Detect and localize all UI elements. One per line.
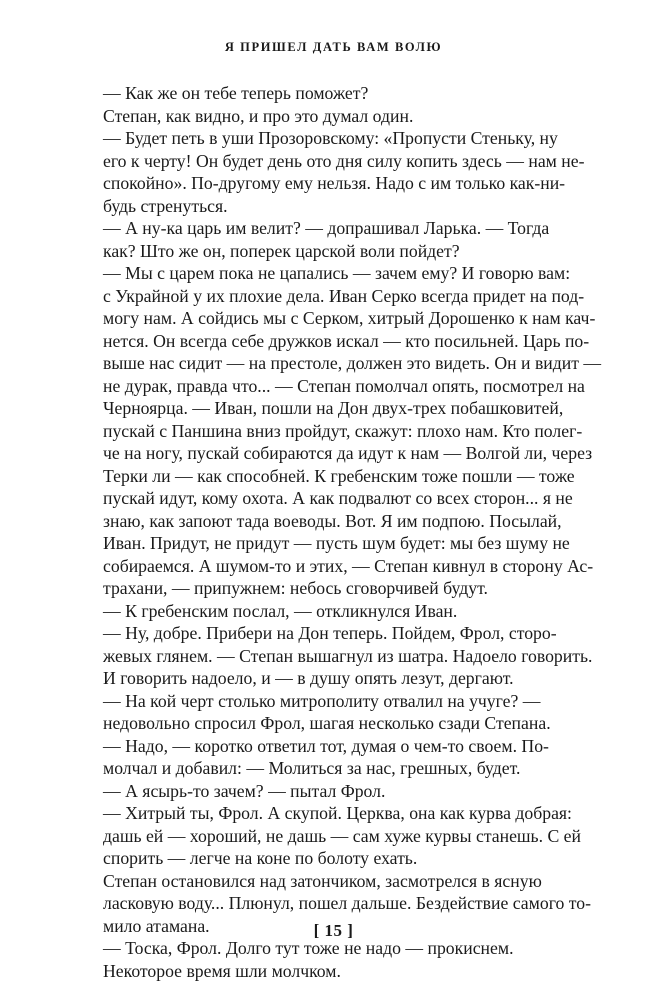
text-line: молчал и добавил: — Молиться за нас, грешных, будет. (103, 758, 521, 778)
text-line: ласковую воду... Плюнул, пошел дальше. Бездействие самого то- (103, 893, 592, 913)
text-line: жевых глянем. — Степан вышагнул из шатра. Надоело говорить. (103, 645, 593, 666)
text-line: могу нам. А сойдись мы с Серком, хитрый Дорошенко к нам кач- (103, 308, 596, 328)
text-line: его к черту! Он будет день ото дня силу копить здесь — нам не- (103, 150, 585, 171)
text-line: знаю, как запоют тада воеводы. Вот. Я им подпою. Посылай, (103, 510, 562, 531)
text-line: будь стренуться. (103, 195, 228, 216)
text-line: — Будет петь в уши Прозоровскому: «Пропусти Стеньку, ну (103, 128, 558, 148)
text-line: — Хитрый ты, Фрол. А скупой. Церква, она как курва добрая: (103, 803, 572, 823)
text-line: Некоторое время шли молчком. (103, 960, 341, 981)
text-line: — Ну, добре. Прибери на Дон теперь. Пойдем, Фрол, сторо- (103, 623, 557, 643)
text-line: с Украйной у их плохие дела. Иван Серко всегда придет на под- (103, 285, 585, 306)
text-line: дашь ей — хороший, не дашь — сам хуже курвы станешь. С ей (103, 825, 581, 846)
text-line: пускай с Паншина вниз пройдут, скажут: плохо нам. Кто полег- (103, 420, 583, 441)
text-line: мило атамана. (103, 915, 210, 936)
text-line: спокойно». По-другому ему нельзя. Надо с им только как-ни- (103, 173, 566, 193)
text-line: собираемся. А шумом-то и этих, — Степан кивнул в сторону Ас- (103, 555, 594, 576)
text-line: Черноярца. — Иван, пошли на Дон двух-трех побашковитей, (103, 398, 564, 418)
text-line: выше нас сидит — на престоле, должен это видеть. Он и видит — (103, 353, 602, 373)
text-line: спорить — легче на коне по болоту ехать. (103, 848, 418, 868)
text-line: — На кой черт столько митрополиту отвалил на учуге? — (103, 690, 541, 711)
body-text (103, 82, 602, 982)
text-line: че на ногу, пускай собираются да идут к нам — Волгой ли, через (103, 443, 593, 463)
text-line: Терки ли — как способней. К гребенским тоже пошли — тоже (103, 465, 575, 486)
text-line: — А ну-ка царь им велит? — допрашивал Ларька. — Тогда (103, 218, 550, 238)
text-line: нется. Он всегда себе дружков искал — кто посильней. Царь по- (103, 330, 590, 351)
text-line: пускай идут, кому охота. А как подвалют со всех сторон... я не (103, 488, 573, 508)
text-line: — К гребенским послал, — откликнулся Иван. (103, 600, 458, 621)
text-line: недовольно спросил Фрол, шагая несколько сзади Степана. (103, 713, 551, 733)
text-line: — Мы с царем пока не цапались — зачем ему? И говорю вам: (103, 263, 571, 283)
text-line: — А ясырь-то зачем? — пытал Фрол. (103, 780, 386, 801)
text-line: не дурак, правда что... — Степан помолчал опять, посмотрел на (103, 375, 585, 396)
text-line: Иван. Придут, не придут — пусть шум будет: мы без шуму не (103, 533, 570, 553)
text-line: — Надо, — коротко ответил тот, думая о чем-то своем. По- (103, 735, 549, 756)
text-line: как? Што же он, поперек царской воли пойдет? (103, 240, 460, 261)
running-head: Я ПРИШЕЛ ДАТЬ ВАМ ВОЛЮ (224, 40, 443, 54)
page-number: [ 15 ] (313, 921, 354, 940)
text-line: Степан, как видно, и про это думал один. (103, 105, 414, 126)
text-line: трахани, — припужнем: небось сговорчивей будут. (103, 578, 488, 598)
text-line: — Тоска, Фрол. Долго тут тоже не надо — прокиснем. (103, 938, 514, 958)
text-line: И говорить надоело, и — в душу опять лезут, дергают. (103, 668, 514, 688)
text-line: — Как же он тебе теперь поможет? (103, 83, 369, 103)
text-line: Степан остановился над затончиком, засмотрелся в ясную (103, 870, 542, 891)
